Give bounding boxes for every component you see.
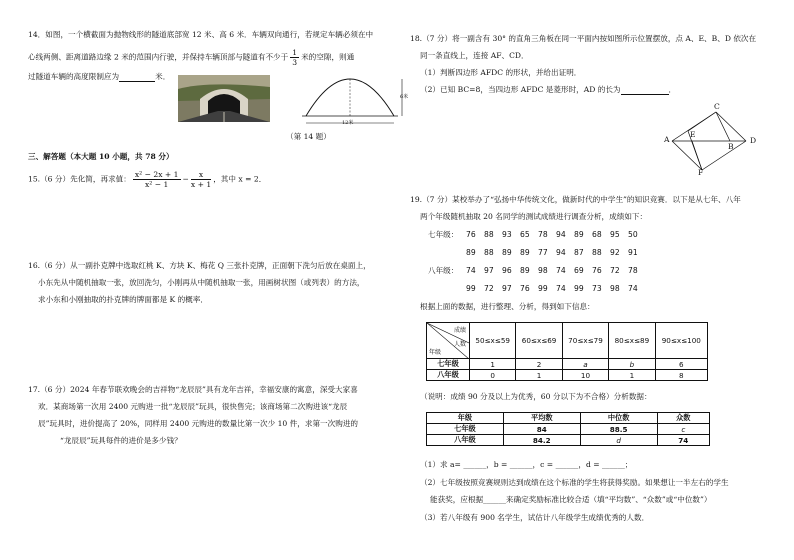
statistics-table [426,412,710,446]
q19-note: （说明：成绩 90 分及以上为优秀，60 分以下为不合格）分析数据： [420,392,652,401]
grade7-row2: 89 88 89 89 77 94 87 88 92 91 [466,248,638,257]
q18-line1: 18.（7 分）将一副含有 30° 的直角三角板在同一平面内按如图所示位置摆放，点 A、E、B、D 依次在 [410,34,757,43]
grade8-row2: 99 72 97 76 99 74 99 73 98 74 [466,284,638,293]
q14-line3: 过隧道车辆的高度限制应为 米． [28,72,171,81]
table1-header: 50≤x≤59 [470,323,516,359]
grade8-row1: 74 97 96 89 98 74 69 76 72 78 [466,266,638,275]
q17-line1: 17.（6 分）2024 年春节联欢晚会的吉祥物“龙辰辰”具有龙年吉祥，幸福安康的寓意，深受大家喜 [28,385,358,394]
q16-line3: 求小东和小刚抽取的扑克牌的牌面都是 K 的概率． [38,295,208,304]
q16-line2: 小东先从中随机抽取一张，放回洗匀，小刚再从中随机抽取一张，用画树状图（或列表）的方法， [38,278,365,287]
parabola-diagram [298,70,408,130]
q19-sub2-line2: 能获奖，应根据______来确定奖励标准比较合适（填“平均数”、“众数”或“中位数”） [430,495,712,504]
q16-line1: 16.（6 分）从一副扑克牌中选取红桃 K、方块 K、梅花 Q 三张扑克牌，正面朝下洗匀后放在桌面上， [28,261,371,270]
tunnel-photo [178,75,270,122]
q19-line3: 根据上面的数据，进行整理、分析，得到如下信息： [420,302,595,311]
section-title: 三、解答题（本大题 10 小题，共 78 分） [28,152,174,161]
q14-fraction: $\frac{1}{3}$ [292,48,298,67]
q18-line4: （2）已知 BC=8，当四边形 AFDC 是菱形时，AD 的长为 ． [420,85,677,94]
q14-line2 [28,48,354,67]
point-f-label: F [698,168,704,177]
q19-line2: 两个年级随机抽取 20 名同学的测试成绩进行调查分析，成绩如下： [420,212,648,221]
table1-header: 80≤x≤89 [609,323,655,359]
q14-line1: 14．如图，一个横截面为抛物线形的隧道底部宽 12 米、高 6 米．车辆双向通行，若规定车辆必须在中 [28,30,374,39]
q17-line4: “龙辰辰”玩具每件的进价是多少钱？ [60,436,182,445]
table1-row: 八年级 0 1 10 1 8 [427,370,708,381]
point-d-label: D [750,136,757,145]
point-e-label: E [690,130,696,139]
q17-line3: 辰”玩具时，进价提高了 20%，同样用 2400 元购进的数量比第一次少 10 件，求第一次购进的 [38,419,359,428]
figure-caption: （第 14 题） [286,132,331,141]
right-column [410,0,780,560]
table1-header: 90≤x≤100 [655,323,707,359]
table1-header-row [427,323,708,359]
q18-figure [664,102,764,177]
q18-line3: （1）判断四边形 AFDC 的形状，并给出证明． [420,68,582,77]
q18-line2: 同一条直线上，连接 AF、CD． [420,51,529,60]
table2-header-row: 年级 平均数 中位数 众数 [427,413,710,424]
left-column [28,0,409,560]
table2-row: 七年级 84 88.5 c [427,424,710,435]
q15: 15.（6 分）先化简，再求值： $\frac{\text{x² − 2x + 1}}{\text{x² − 1}}$ − $\frac{x}{x + 1}$ ，其中 x = 2． [28,170,267,189]
point-b-label: B [728,142,734,151]
grade7-row1: 76 88 93 65 78 94 89 68 95 50 [466,230,638,239]
dim-width-label: 12米 [342,120,354,126]
q18-answer-blank[interactable] [621,86,669,95]
table1-row: 七年级 1 2 a b 6 [427,359,708,370]
q15-fraction-2: $\frac{x}{x + 1}$ [190,170,212,189]
q14-answer-blank[interactable] [119,73,155,82]
q19-sub2-line1: （2）七年级按照竞赛规则达到成绩在这个标准的学生将获得奖励。如果想让一半左右的学生 [420,478,729,487]
table1-header: 70≤x≤79 [562,323,608,359]
q19-sub3: （3）若八年级有 900 名学生，试估计八年级学生成绩优秀的人数． [420,513,650,522]
q19-sub1: （1）求 a= ______，b = ______，c = ______，d = ______； [420,460,633,469]
dim-height-label: 6米 [400,94,409,100]
table1-header: 60≤x≤69 [516,323,562,359]
point-c-label: C [714,102,720,111]
q14-line2b: 米的空隙，则通 [301,52,355,62]
point-a-label: A [664,135,670,144]
distribution-table [426,322,708,381]
grade8-label: 八年级： [428,266,459,275]
q19-line1: 19.（7 分）某校举办了“弘扬中华传统文化，做新时代的中学生”的知识竞赛．以下是从七年、八年 [410,195,741,204]
grade7-label: 七年级： [428,230,459,239]
q14-line2a: 心线两侧、距离道路边缘 2 米的范围内行驶，并保持车辆顶部与隧道有不少于 [28,52,289,62]
q15-fraction-1: $\frac{\text{x² − 2x + 1}}{\text{x² − 1}}$ [134,170,179,189]
table2-row: 八年级 84.2 d 74 [427,435,710,446]
table1-corner-cell: 成绩 人数 年级 [427,323,470,359]
q17-line2: 欢．某商场第一次用 2400 元购进一批“龙辰辰”玩具，很快售完；该商场第二次购进该“龙辰 [38,402,348,411]
